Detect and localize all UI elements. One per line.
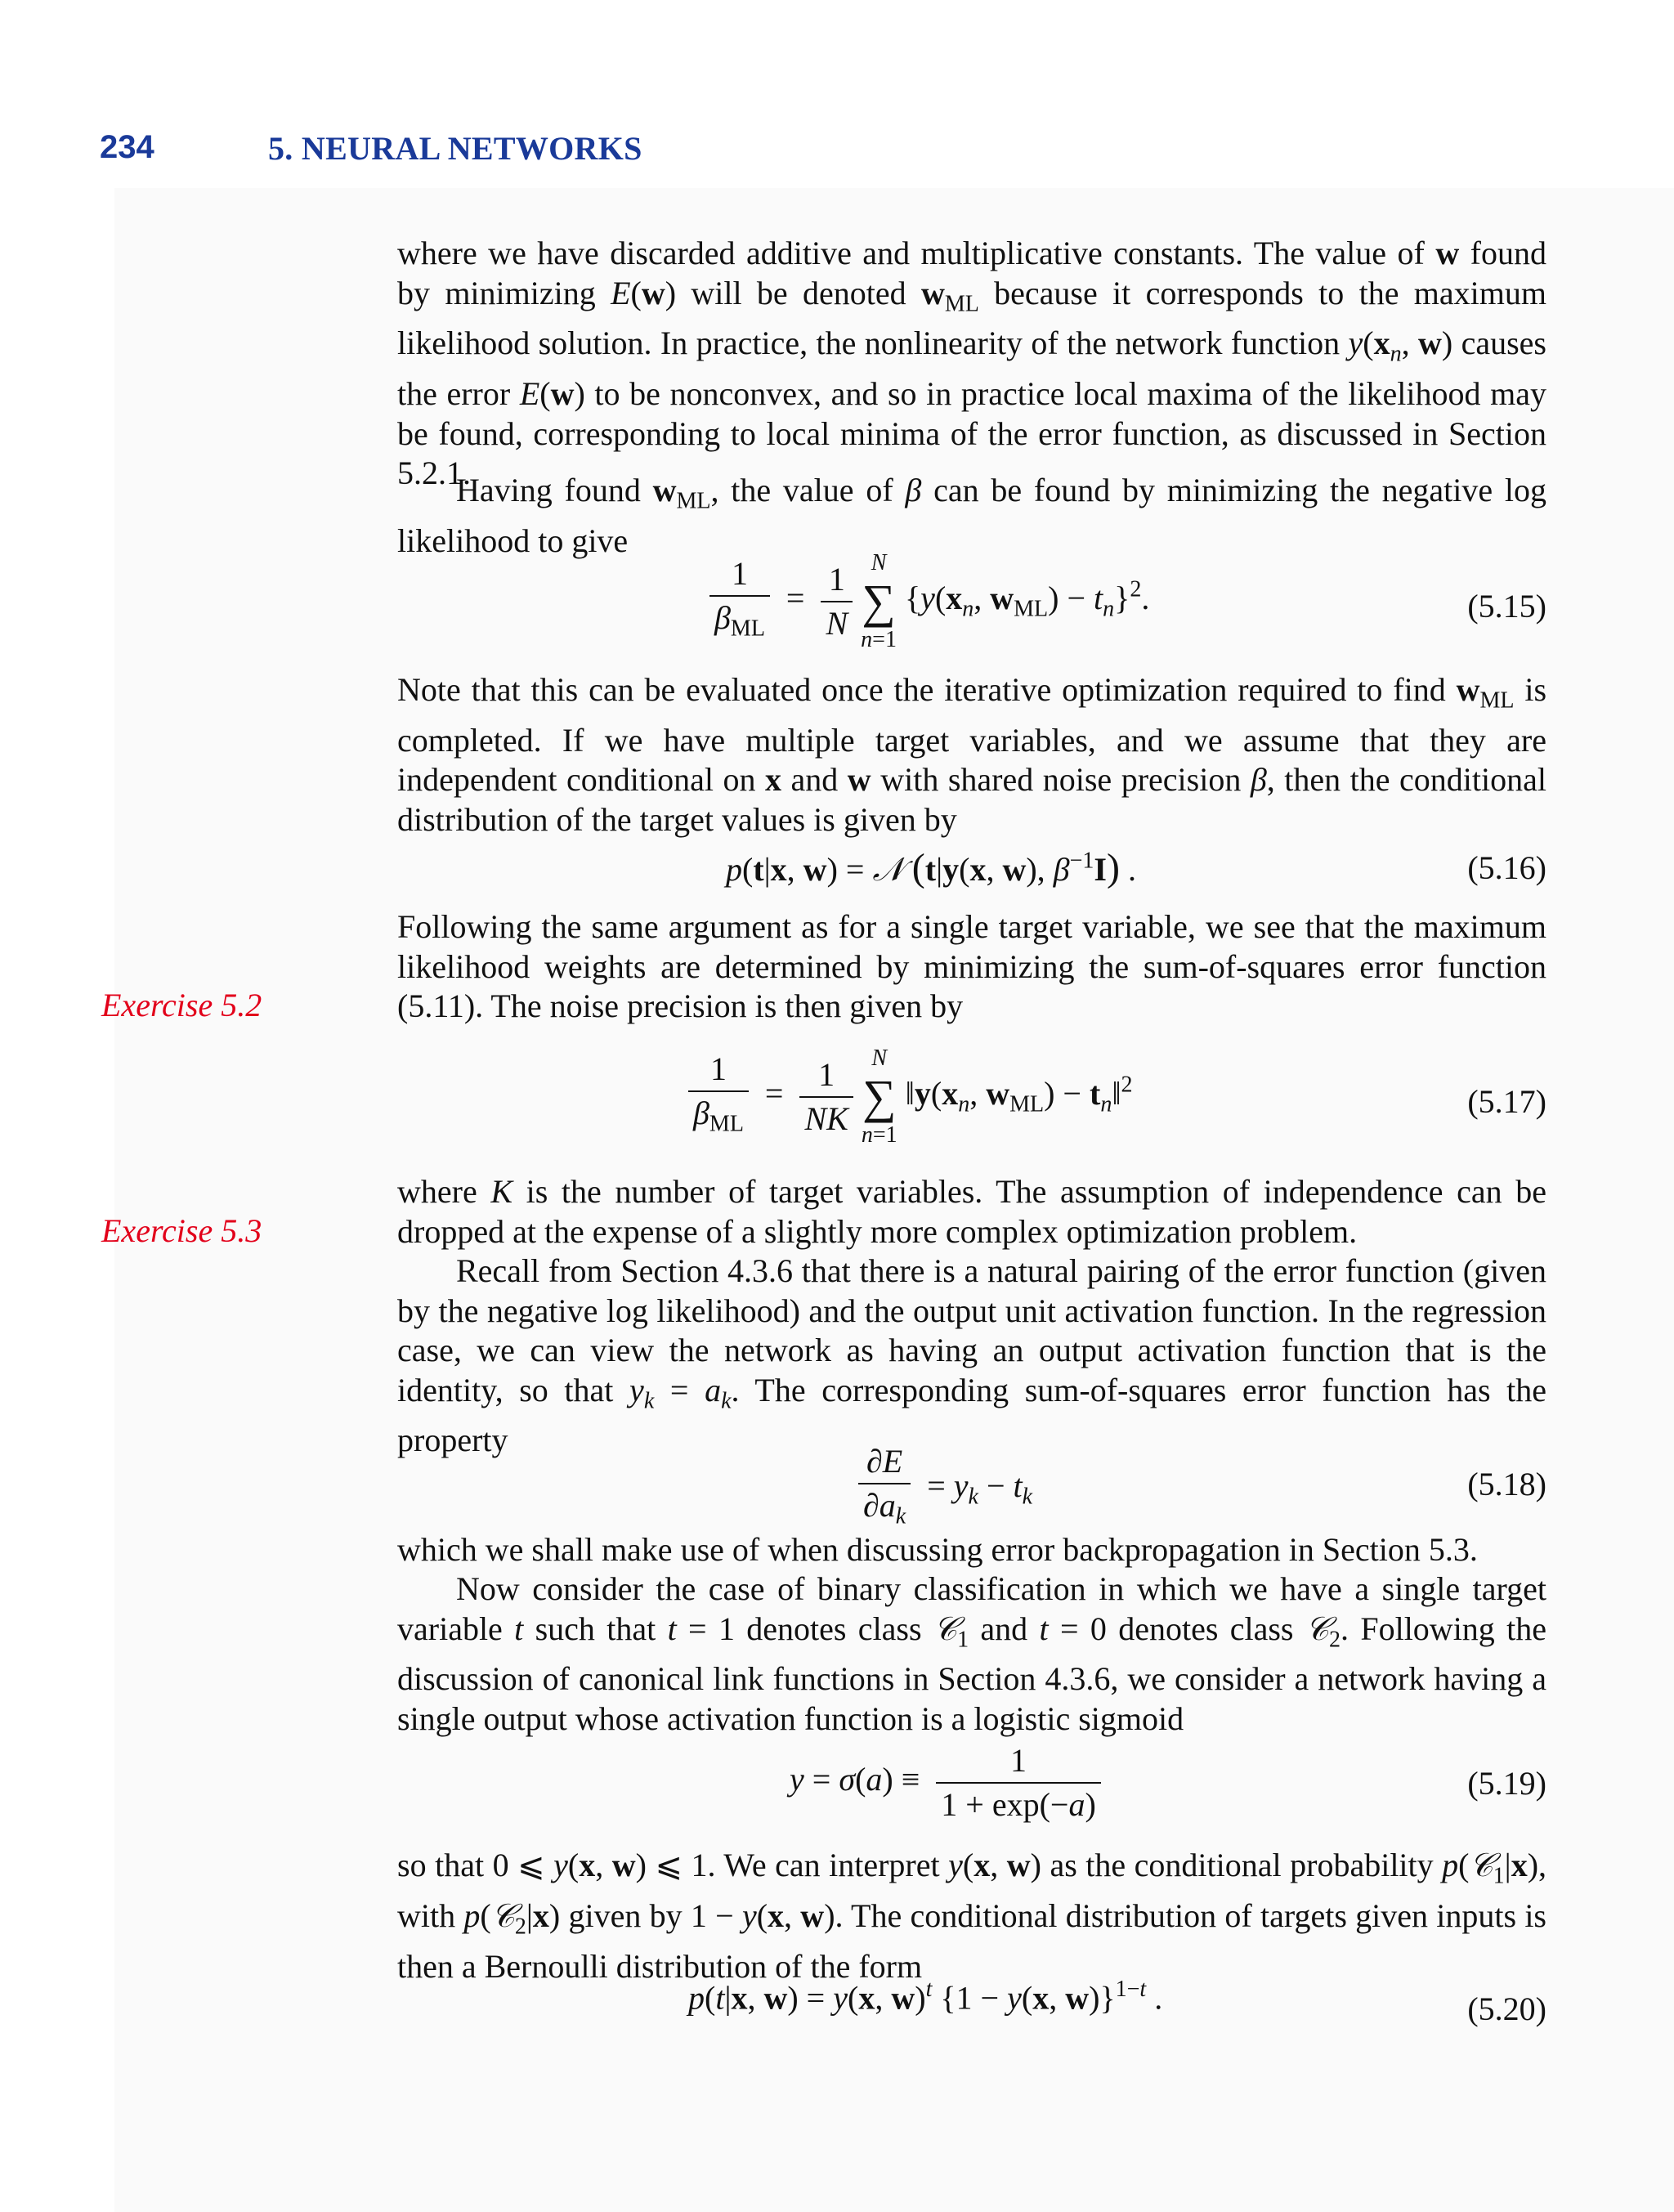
equation-5-20: p(t|x, w) = y(x, w)$^t$ {1 − y(x, w)}$^{1-t}$ . [688,1977,1163,2017]
equation-number-5-16: (5.16) [1467,849,1546,886]
paragraph-8: Now consider the case of binary classification in which we have a single target variable t such that t = 1 denotes class 𝒞$_1$ and t = 0 denotes class 𝒞$_2$. Following the discussion of canonical link functions in Section 4.3.6, we consider a network having a single output whose activation function is a logistic sigmoid [397,1570,1547,1737]
paragraph-3: Note that this can be evaluated once the iterative optimization required to find $w_{ML}$ is completed. If we have multiple target variables, and we assume that they are independent conditional on x and w with shared noise precision β, then the conditional distribution of the target values is given by [397,671,1547,838]
paragraph-7: which we shall make use of when discussing error backpropagation in Section 5.3. [397,1531,1478,1568]
equation-number-5-15: (5.15) [1467,588,1546,625]
equation-5-17: $\frac{1}{\beta_{ML}}$ = $\frac{1}{NK}$ N ∑ n=1 $‖y(x_n$, $w_{ML}$) − $t_n‖^2$ [688,1045,1133,1149]
equation-5-18: $\frac{\partial E}{\partial a_k}$ = $y_k - t_k$ [858,1440,1032,1538]
equation-number-5-20: (5.20) [1467,1990,1546,2027]
page-number: 234 [100,129,154,165]
paragraph-9: so that 0 ⩽ y(x, w) ⩽ 1. We can interpret y(x, w) as the conditional probability p(𝒞$_1$|x), with p(𝒞$_2$|x) given by 1 − y(x, w). The conditional distribution of targets given inputs is then a Bernoulli distribution of the form [397,1847,1547,1985]
chapter-title: 5. NEURAL NETWORKS [268,130,642,167]
equation-number-5-18: (5.18) [1467,1466,1546,1502]
margin-note-exercise-5-3: Exercise 5.3 [101,1212,262,1249]
equation-5-15: $\frac{1}{\beta_{ML}}$ = $\frac{1}{N}$ N ∑ n=1 {$y(x_n$, $w_{ML}) - t_n\}^2$. [709,549,1149,654]
equation-number-5-19: (5.19) [1467,1765,1546,1802]
paragraph-5: where K is the number of target variables. The assumption of independence can be dropped at the expense of a slightly more complex optimization problem. [397,1173,1546,1250]
equation-5-19: y = σ(a) ≡ $\frac{1}{1 + \exp(-a)}$ [790,1740,1101,1826]
paragraph-4: Following the same argument as for a single target variable, we see that the maximum likelihood weights are determined by minimizing the sum-of-squares error function (5.11). The noise precision is then given by [397,908,1546,1024]
margin-note-exercise-5-2: Exercise 5.2 [101,987,262,1023]
paragraph-2: Having found $w_{ML}$, the value of β can be found by minimizing the negative log likelihood to give [397,472,1547,559]
equation-5-16: p(t|x, w) = 𝒩 (t|y(x, w), $\beta^{-1}I$) . [726,846,1136,889]
paragraph-6: Recall from Section 4.3.6 that there is a natural pairing of the error function (given by the negative log likelihood) and the output unit activation function. In the regression case, we can view the network as having an output activation function that is the identity, so that $y_k = a_k$. The corresponding sum-of-squares error function has the property [397,1252,1547,1459]
paragraph-1: where we have discarded additive and multiplicative constants. The value of w found by minimizing E(w) will be denoted $w_{ML}$ because it corresponds to the maximum likelihood solution. In practice, the nonlinearity of the network function $y(x_n$, w) causes the error E(w) to be nonconvex, and so in practice local maxima of the likelihood may be found, corresponding to local minima of the error function, as discussed in Section 5.2.1. [397,235,1547,492]
equation-number-5-17: (5.17) [1467,1083,1546,1120]
